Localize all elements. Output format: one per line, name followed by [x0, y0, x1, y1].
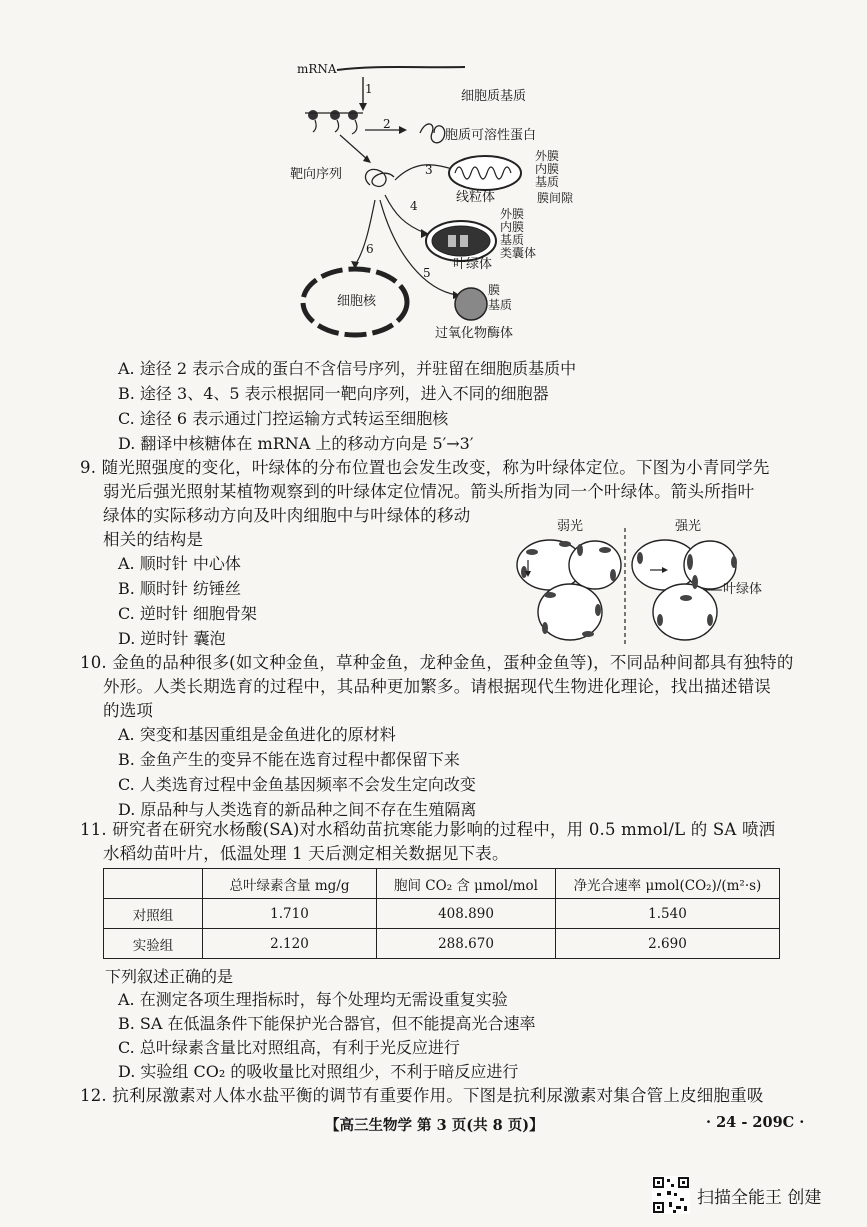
scanner-watermark: 扫描全能王 创建 — [697, 1188, 822, 1208]
path-number-1: 1 — [365, 82, 373, 96]
strong-light-label: 强光 — [675, 519, 702, 534]
q8-option-d: D. 翻译中核糖体在 mRNA 上的移动方向是 5′→3′ — [118, 434, 474, 453]
chloroplast-positioning-figure — [510, 520, 750, 650]
table-cell: 2.120 — [203, 929, 377, 959]
table-header-cell: 胞间 CO₂ 含 μmol/mol — [377, 869, 556, 899]
cytoplasm-matrix-label: 细胞质基质 — [461, 89, 527, 104]
exam-code: · 24 - 209C · — [706, 1114, 805, 1131]
table-cell: 对照组 — [104, 899, 203, 929]
q8-option-b: B. 途径 3、4、5 表示根据同一靶向序列，进入不同的细胞器 — [118, 384, 549, 403]
q9-option-a: A. 顺时针 中心体 — [118, 554, 241, 573]
nucleus-label: 细胞核 — [337, 294, 377, 309]
sa-data-table — [103, 868, 780, 959]
q8-option-c: C. 途径 6 表示通过门控运输方式转运至细胞核 — [118, 409, 449, 428]
table-header-cell — [104, 869, 203, 899]
q9-stem-line-1: 9. 随光照强度的变化，叶绿体的分布位置也会发生改变，称为叶绿体定位。下图为小青同学先 — [80, 458, 770, 477]
q9-stem-line-4: 相关的结构是 — [103, 530, 204, 549]
q11-prompt: 下列叙述正确的是 — [105, 967, 234, 986]
mitochondrion-parts: 外膜 内膜 基质 — [535, 149, 560, 189]
q9-stem-line-2: 弱光后强光照射某植物观察到的叶绿体定位情况。箭头所指为同一个叶绿体。箭头所指叶 — [103, 482, 755, 501]
peroxisome-label: 过氧化物酶体 — [435, 326, 514, 341]
table-cell: 1.710 — [203, 899, 377, 929]
table-cell: 1.540 — [556, 899, 780, 929]
q9-option-b: B. 顺时针 纺锤丝 — [118, 579, 242, 598]
q12-stem-line-1: 12. 抗利尿激素对人体水盐平衡的调节有重要作用。下图是抗利尿激素对集合管上皮细胞重吸 — [80, 1086, 764, 1105]
q10-option-b: B. 金鱼产生的变异不能在选育过程中都保留下来 — [118, 750, 460, 769]
table-row — [104, 929, 780, 959]
path-number-6: 6 — [366, 242, 374, 256]
table-cell: 408.890 — [377, 899, 556, 929]
table-header-row — [104, 869, 780, 899]
q10-stem-line-1: 10. 金鱼的品种很多(如文种金鱼，草种金鱼，龙种金鱼，蛋种金鱼等)，不同品种间都具有独特的 — [80, 653, 794, 672]
q9-option-d: D. 逆时针 囊泡 — [118, 629, 226, 648]
q10-option-d: D. 原品种与人类选育的新品种之间不存在生殖隔离 — [118, 800, 477, 819]
page-footer: 【高三生物学 第 3 页(共 8 页)】 — [325, 1117, 544, 1134]
q10-stem-line-3: 的选项 — [103, 701, 154, 720]
q11-option-d: D. 实验组 CO₂ 的吸收量比对照组少，不利于暗反应进行 — [118, 1062, 519, 1081]
q9-stem-line-3: 绿体的实际移动方向及叶肉细胞中与叶绿体的移动 — [103, 506, 471, 525]
q11-option-c: C. 总叶绿素含量比对照组高，有利于光反应进行 — [118, 1038, 460, 1057]
table-header-cell: 净光合速率 μmol(CO₂)/(m²·s) — [556, 869, 780, 899]
table-row — [104, 899, 780, 929]
path-number-4: 4 — [410, 199, 418, 213]
chloroplast-figure-label: 叶绿体 — [723, 582, 763, 597]
path-number-2: 2 — [383, 117, 391, 131]
chloroplast-parts: 外膜 内膜 基质 类囊体 — [500, 207, 537, 260]
targeting-sequence-label: 靶向序列 — [290, 167, 343, 182]
weak-light-label: 弱光 — [557, 519, 584, 534]
q11-option-b: B. SA 在低温条件下能保护光合器官，但不能提高光合速率 — [118, 1014, 536, 1033]
mrna-label: mRNA — [297, 62, 337, 76]
soluble-protein-label: 胞质可溶性蛋白 — [445, 128, 537, 143]
q11-stem-line-1: 11. 研究者在研究水杨酸(SA)对水稻幼苗抗寒能力影响的过程中，用 0.5 mmol/L 的 SA 喷洒 — [80, 820, 776, 839]
path-number-5: 5 — [423, 266, 431, 280]
q11-option-a: A. 在测定各项生理指标时，每个处理均无需设重复实验 — [118, 990, 508, 1009]
qr-code-icon — [652, 1176, 690, 1214]
q8-option-a: A. 途径 2 表示合成的蛋白不含信号序列，并驻留在细胞质基质中 — [118, 359, 577, 378]
q10-option-c: C. 人类选育过程中金鱼基因频率不会发生定向改变 — [118, 775, 476, 794]
q9-option-c: C. 逆时针 细胞骨架 — [118, 604, 257, 623]
intermembrane-space-label: 膜间隙 — [537, 191, 574, 205]
peroxisome-parts: 膜 基质 — [488, 283, 513, 312]
chloroplast-label: 叶绿体 — [453, 257, 493, 272]
table-cell: 288.670 — [377, 929, 556, 959]
table-cell: 实验组 — [104, 929, 203, 959]
q10-stem-line-2: 外形。人类长期选育的过程中，其品种更加繁多。请根据现代生物进化理论，找出描述错误 — [103, 677, 771, 696]
table-cell: 2.690 — [556, 929, 780, 959]
mitochondrion-label: 线粒体 — [456, 190, 496, 205]
q11-stem-line-2: 水稻幼苗叶片，低温处理 1 天后测定相关数据见下表。 — [103, 844, 509, 863]
q10-option-a: A. 突变和基因重组是金鱼进化的原材料 — [118, 725, 396, 744]
table-header-cell: 总叶绿素含量 mg/g — [203, 869, 377, 899]
path-number-3: 3 — [425, 163, 433, 177]
